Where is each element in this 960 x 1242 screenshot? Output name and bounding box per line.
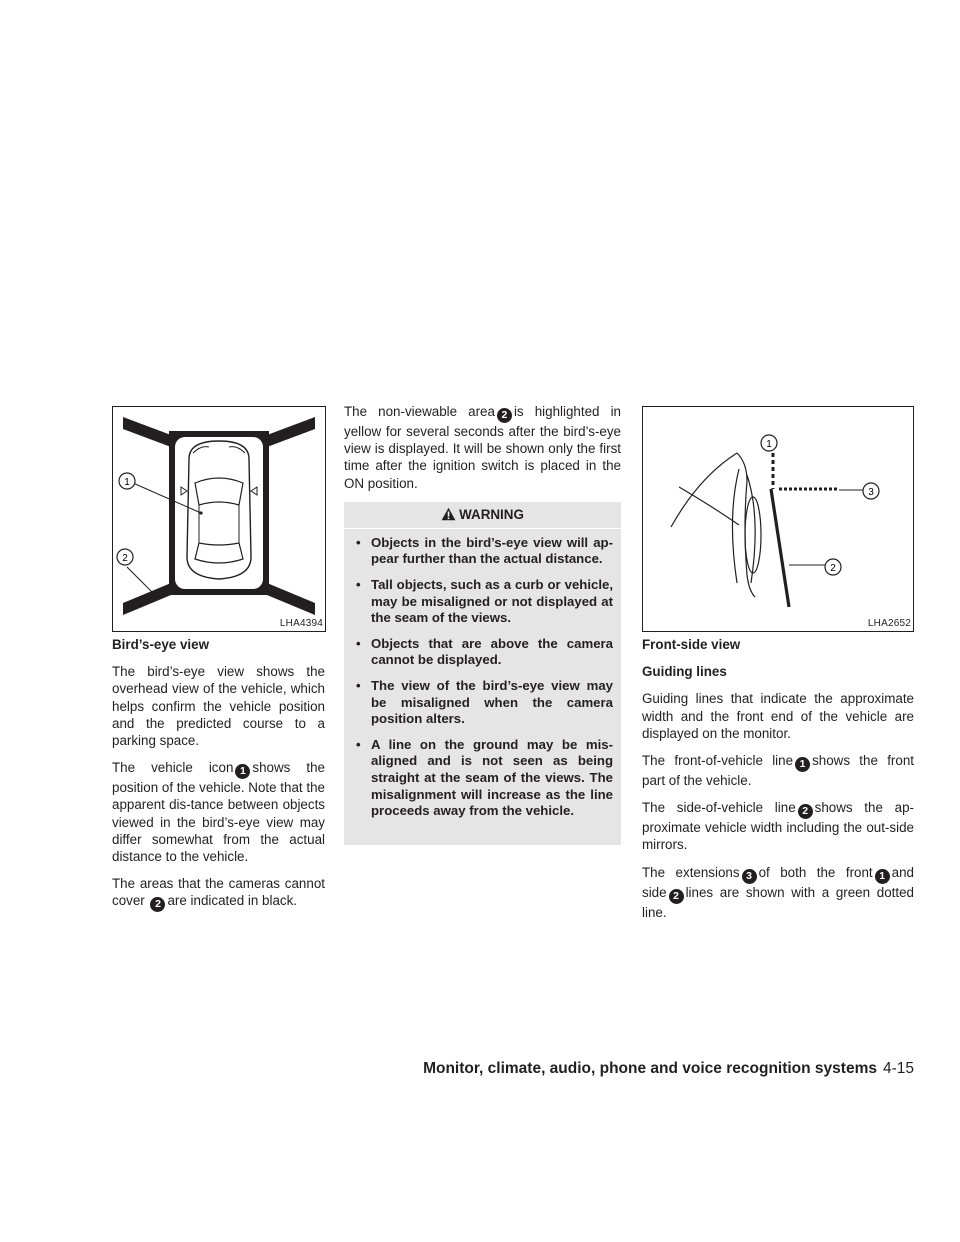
warning-item: • Objects in the bird’s-eye view will ap-pear further than the actual distance. [354, 535, 613, 568]
page-footer [423, 1060, 914, 1078]
callout-number-icon: 1 [875, 869, 890, 884]
callout-number-icon: 1 [795, 757, 810, 772]
paragraph: The non-viewable area 2 is highlighted in yellow for several seconds after the bird’s-eye view is displayed. It will be shown only the first time after the ignition switch is placed in the ON position. [344, 404, 621, 491]
column-front-side-view [642, 636, 914, 931]
section-title: Monitor, climate, audio, phone and voice recognition systems [423, 1060, 877, 1077]
warning-header [344, 502, 621, 529]
callout-1: 1 [766, 439, 772, 450]
callout-number-icon: 3 [742, 869, 757, 884]
paragraph: The areas that the cameras cannot cover 2 are indicated in black. [112, 876, 325, 911]
warning-triangle-icon [441, 507, 456, 521]
paragraph: The side-of-vehicle line 2 shows the ap-proximate vehicle width including the out-side mirrors. [642, 800, 914, 853]
callout-number-icon: 2 [497, 408, 512, 423]
callout-number-icon: 2 [669, 889, 684, 904]
warning-list [344, 535, 621, 820]
paragraph: The bird’s-eye view shows the overhead view of the vehicle, which helps confirm the vehicle position and the predicted course to a parking space. [112, 664, 325, 749]
column-warning [344, 403, 621, 845]
birds-eye-view-illustration [113, 407, 325, 631]
warning-item: • A line on the ground may be mis-aligned and is not seen as being straight at the seam of the views. The misalignment will increase as the line proceeds away from the vehicle. [354, 737, 613, 820]
column-birds-eye-view [112, 636, 325, 922]
heading-guiding-lines: Guiding lines [642, 664, 727, 680]
callout-2: 2 [830, 563, 836, 574]
figure-code: LHA2652 [867, 618, 911, 629]
birds-eye-view-figure [112, 406, 326, 632]
heading-birds-eye-view: Bird’s-eye view [112, 637, 210, 652]
callout-number-icon: 2 [798, 804, 813, 819]
heading-front-side-view: Front-side view [642, 637, 741, 652]
warning-item: • The view of the bird’s-eye view may be misaligned when the camera position alters. [354, 678, 613, 728]
callout-2: 2 [122, 553, 128, 564]
page-number: 4-15 [882, 1060, 914, 1077]
paragraph: The extensions 3 of both the front 1 and side 2 lines are shown with a green dotted line. [642, 864, 914, 920]
paragraph: The front-of-vehicle line 1 shows the front part of the vehicle. [642, 753, 915, 789]
callout-number-icon: 1 [235, 764, 250, 779]
front-side-view-figure [642, 406, 914, 632]
figure-code: LHA4394 [279, 618, 323, 629]
paragraph: Guiding lines that indicate the approximate width and the front end of the vehicle are displayed on the monitor. [642, 691, 914, 741]
warning-item: • Tall objects, such as a curb or vehicle, may be misaligned or not displayed at the seam of the views. [354, 577, 613, 627]
callout-3: 3 [868, 487, 874, 498]
paragraph: The vehicle icon 1 shows the position of the vehicle. Note that the apparent dis-tance between objects viewed in the bird’s-eye view may differ somewhat from the actual distance to the vehicle. [112, 760, 325, 865]
callout-number-icon: 2 [150, 897, 165, 912]
front-side-view-illustration [643, 407, 913, 631]
warning-box [344, 502, 621, 845]
warning-title: WARNING [459, 506, 524, 522]
warning-item: • Objects that are above the camera cannot be displayed. [354, 636, 613, 669]
callout-1: 1 [124, 477, 130, 488]
